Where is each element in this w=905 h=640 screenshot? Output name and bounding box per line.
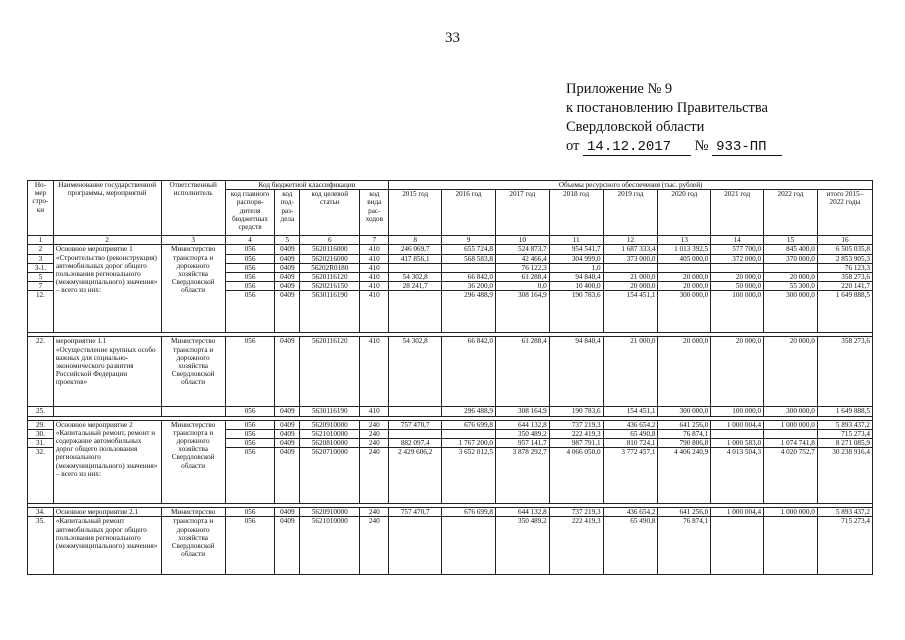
cell-value: 436 654,2 bbox=[603, 508, 658, 517]
cell-value: 1 000 000,0 bbox=[764, 420, 818, 429]
cell-value: 1 000 004,4 bbox=[711, 420, 764, 429]
appendix-region: Свердловской области bbox=[566, 119, 705, 135]
resource-table bbox=[27, 180, 873, 575]
row-executor: Министерство bbox=[161, 508, 225, 517]
row-executor: Министерство транспорта и дорожного хозяйства Свердловской области bbox=[161, 245, 225, 333]
cell-value: 410 bbox=[360, 254, 389, 263]
cell-value: 0409 bbox=[275, 254, 300, 263]
cell-value: 790 806,8 bbox=[658, 439, 711, 448]
cell-value: 641 256,0 bbox=[658, 508, 711, 517]
cell-value: 676 699,8 bbox=[442, 508, 496, 517]
cell-value: 1 649 888,5 bbox=[817, 407, 872, 416]
cell-value: 410 bbox=[360, 337, 389, 407]
cell-value: 20 000,0 bbox=[658, 282, 711, 291]
cell-value: 1,0 bbox=[549, 263, 603, 272]
cell-value: 2 429 606,2 bbox=[389, 448, 442, 504]
cell-value: 54 302,8 bbox=[389, 337, 442, 407]
cell-value: 296 488,9 bbox=[442, 291, 496, 333]
cell-value: 5621010000 bbox=[300, 517, 360, 575]
cell-value: 6 505 035,8 bbox=[817, 245, 872, 254]
row-name: мероприятие 1.1 «Осуществление крупных особо важных для социально-экономического развития Российской Федерации проектов» bbox=[53, 337, 161, 407]
header-total: итого 2015–2022 годы bbox=[817, 190, 872, 236]
cell-value: 308 164,9 bbox=[495, 291, 549, 333]
row-number: 25. bbox=[28, 407, 54, 416]
cell-value: 240 bbox=[360, 429, 389, 438]
row-number: 3 bbox=[28, 254, 54, 263]
cell-value: 0409 bbox=[275, 517, 300, 575]
cell-value: 5630116190 bbox=[300, 407, 360, 416]
cell-value: 300 000,0 bbox=[764, 407, 818, 416]
row-name: Основное мероприятие 2.1 bbox=[53, 508, 161, 517]
cell-value: 5620116000 bbox=[300, 245, 360, 254]
header-budget-code: Код бюджетной классификации bbox=[225, 181, 389, 190]
col-number: 11 bbox=[549, 236, 603, 245]
cell-value: 524 873,7 bbox=[495, 245, 549, 254]
row-number: 29. bbox=[28, 420, 54, 429]
col-number: 12 bbox=[603, 236, 658, 245]
cell-value: 417 856,1 bbox=[389, 254, 442, 263]
col-number: 9 bbox=[442, 236, 496, 245]
cell-value: 222 419,3 bbox=[549, 429, 603, 438]
cell-value: 056 bbox=[225, 429, 275, 438]
cell-value: 21 000,0 bbox=[603, 273, 658, 282]
cell-value: 154 451,1 bbox=[603, 291, 658, 333]
cell-value: 1 000 004,4 bbox=[711, 508, 764, 517]
cell-value: 0409 bbox=[275, 429, 300, 438]
cell-value: 056 bbox=[225, 337, 275, 407]
header-num: Но-мер стро-ки bbox=[28, 181, 54, 236]
col-number: 15 bbox=[764, 236, 818, 245]
cell-value: 0409 bbox=[275, 245, 300, 254]
cell-value bbox=[442, 517, 496, 575]
cell-value: 222 419,3 bbox=[549, 517, 603, 575]
row-number: 34. bbox=[28, 508, 54, 517]
cell-value: 0409 bbox=[275, 448, 300, 504]
cell-value: 5620116120 bbox=[300, 273, 360, 282]
cell-value: 0409 bbox=[275, 263, 300, 272]
cell-value bbox=[442, 263, 496, 272]
cell-value: 42 466,4 bbox=[495, 254, 549, 263]
cell-value: 300 000,0 bbox=[658, 407, 711, 416]
cell-value: 5620710000 bbox=[300, 448, 360, 504]
header-2021: 2021 год bbox=[711, 190, 764, 236]
cell-value: 358 273,6 bbox=[817, 273, 872, 282]
cell-value: 94 840,4 bbox=[549, 273, 603, 282]
cell-value: 0409 bbox=[275, 273, 300, 282]
date-prefix: от bbox=[566, 138, 580, 154]
cell-value: 66 842,0 bbox=[442, 337, 496, 407]
cell-value bbox=[658, 263, 711, 272]
col-number: 7 bbox=[360, 236, 389, 245]
cell-value bbox=[442, 429, 496, 438]
row-number: 31. bbox=[28, 439, 54, 448]
col-number: 10 bbox=[495, 236, 549, 245]
table-row bbox=[28, 245, 873, 254]
col-number: 5 bbox=[275, 236, 300, 245]
cell-value: 0409 bbox=[275, 508, 300, 517]
cell-value: 30 238 916,4 bbox=[817, 448, 872, 504]
cell-value bbox=[764, 429, 818, 438]
column-number-row bbox=[28, 236, 873, 245]
cell-value: 056 bbox=[225, 448, 275, 504]
row-number: 2 bbox=[28, 245, 54, 254]
cell-value: 240 bbox=[360, 439, 389, 448]
cell-value: 20 000,0 bbox=[711, 337, 764, 407]
cell-value: 1 767 200,0 bbox=[442, 439, 496, 448]
row-number: 32. bbox=[28, 448, 54, 504]
cell-value bbox=[389, 407, 442, 416]
cell-value: 410 bbox=[360, 263, 389, 272]
header-code-gr: код главного распоря-дителя бюджетных средств bbox=[225, 190, 275, 236]
cell-value: 810 724,1 bbox=[603, 439, 658, 448]
cell-value: 1 649 888,5 bbox=[817, 291, 872, 333]
col-number: 13 bbox=[658, 236, 711, 245]
page-number: 33 bbox=[445, 30, 460, 46]
cell-value: 845 400,0 bbox=[764, 245, 818, 254]
table-row bbox=[28, 337, 873, 407]
cell-value: 410 bbox=[360, 245, 389, 254]
header-code-sub: код под-раз-дела bbox=[275, 190, 300, 236]
header-2015: 2015 год bbox=[389, 190, 442, 236]
cell-value bbox=[603, 263, 658, 272]
cell-value: 056 bbox=[225, 263, 275, 272]
cell-value bbox=[389, 291, 442, 333]
cell-value bbox=[389, 429, 442, 438]
col-number: 14 bbox=[711, 236, 764, 245]
cell-value: 373 000,0 bbox=[603, 254, 658, 263]
row-executor: Министерство транспорта и дорожного хозяйства Свердловской области bbox=[161, 420, 225, 504]
cell-value: 757 470,7 bbox=[389, 508, 442, 517]
header-code-target: код целевой статьи bbox=[300, 190, 360, 236]
header-2019: 2019 год bbox=[603, 190, 658, 236]
cell-value: 65 490,8 bbox=[603, 429, 658, 438]
row-number: 12. bbox=[28, 291, 54, 333]
cell-value: 8 271 085,9 bbox=[817, 439, 872, 448]
cell-value: 5620910000 bbox=[300, 420, 360, 429]
cell-value: 1 687 333,4 bbox=[603, 245, 658, 254]
header-row bbox=[28, 181, 873, 190]
cell-value: 5620810000 bbox=[300, 439, 360, 448]
table-row bbox=[28, 517, 873, 575]
cell-value: 5 893 437,2 bbox=[817, 508, 872, 517]
header-2017: 2017 год bbox=[495, 190, 549, 236]
cell-value bbox=[711, 429, 764, 438]
cell-value: 370 000,0 bbox=[764, 254, 818, 263]
cell-value: 61 288,4 bbox=[495, 273, 549, 282]
row-name: Основное мероприятие 1 «Строительство (реконструкция) автомобильных дорог общего пользования регионального (межмуниципального) значения» – всего из них: bbox=[53, 245, 161, 333]
cell-value: 5630116190 bbox=[300, 291, 360, 333]
cell-value: 056 bbox=[225, 517, 275, 575]
cell-value: 3 878 292,7 bbox=[495, 448, 549, 504]
header-volumes: Объемы ресурсного обеспечения (тыс. рублей) bbox=[389, 181, 873, 190]
cell-value: 94 840,4 bbox=[549, 337, 603, 407]
cell-value: 641 256,0 bbox=[658, 420, 711, 429]
cell-value: 190 783,6 bbox=[549, 407, 603, 416]
cell-value: 54 302,8 bbox=[389, 273, 442, 282]
cell-value: 0409 bbox=[275, 439, 300, 448]
appendix-header bbox=[566, 80, 896, 156]
cell-value: 957 141,7 bbox=[495, 439, 549, 448]
decree-number: 933-ПП bbox=[712, 140, 782, 156]
cell-value: 676 699,8 bbox=[442, 420, 496, 429]
col-number: 1 bbox=[28, 236, 54, 245]
cell-value: 240 bbox=[360, 448, 389, 504]
col-number: 6 bbox=[300, 236, 360, 245]
cell-value bbox=[711, 517, 764, 575]
cell-value: 715 273,4 bbox=[817, 517, 872, 575]
cell-value: 056 bbox=[225, 254, 275, 263]
appendix-date-line bbox=[566, 137, 896, 156]
row-executor: Министерство транспорта и дорожного хозяйства Свердловской области bbox=[161, 337, 225, 407]
cell-value: 5620116120 bbox=[300, 337, 360, 407]
cell-value: 568 583,8 bbox=[442, 254, 496, 263]
cell-value: 4 406 240,9 bbox=[658, 448, 711, 504]
cell-value: 737 219,3 bbox=[549, 508, 603, 517]
table-row bbox=[28, 420, 873, 429]
col-number: 2 bbox=[53, 236, 161, 245]
cell-value: 644 132,8 bbox=[495, 508, 549, 517]
cell-value: 66 842,0 bbox=[442, 273, 496, 282]
row-executor: транспорта и дорожного хозяйства Свердловской области bbox=[161, 517, 225, 575]
cell-value bbox=[711, 263, 764, 272]
cell-value bbox=[389, 517, 442, 575]
cell-value: 5 893 437,2 bbox=[817, 420, 872, 429]
cell-value: 056 bbox=[225, 407, 275, 416]
cell-value: 056 bbox=[225, 282, 275, 291]
header-2020: 2020 год bbox=[658, 190, 711, 236]
header-2022: 2022 год bbox=[764, 190, 818, 236]
cell-value: 0409 bbox=[275, 282, 300, 291]
appendix-subtitle: к постановлению Правительства bbox=[566, 100, 768, 116]
cell-value: 577 700,0 bbox=[711, 245, 764, 254]
cell-value: 644 132,8 bbox=[495, 420, 549, 429]
cell-value: 20 000,0 bbox=[658, 337, 711, 407]
cell-value: 737 219,3 bbox=[549, 420, 603, 429]
cell-value: 100 000,0 bbox=[711, 291, 764, 333]
cell-value: 20 000,0 bbox=[658, 273, 711, 282]
cell-value: 28 241,7 bbox=[389, 282, 442, 291]
cell-value: 1 000 583,0 bbox=[711, 439, 764, 448]
cell-value: 1 074 741,8 bbox=[764, 439, 818, 448]
cell-value: 0409 bbox=[275, 291, 300, 333]
cell-value: 056 bbox=[225, 291, 275, 333]
cell-value: 1 013 392,5 bbox=[658, 245, 711, 254]
cell-value: 2 853 905,3 bbox=[817, 254, 872, 263]
cell-value: 36 200,0 bbox=[442, 282, 496, 291]
cell-value: 0409 bbox=[275, 407, 300, 416]
col-number: 16 bbox=[817, 236, 872, 245]
cell-value: 76 874,1 bbox=[658, 517, 711, 575]
cell-value: 154 451,1 bbox=[603, 407, 658, 416]
cell-value: 220 141,7 bbox=[817, 282, 872, 291]
cell-value: 246 069,7 bbox=[389, 245, 442, 254]
row-number: 5 bbox=[28, 273, 54, 282]
header-2018: 2018 год bbox=[549, 190, 603, 236]
cell-value: 190 783,6 bbox=[549, 291, 603, 333]
cell-value: 300 000,0 bbox=[764, 291, 818, 333]
cell-value: 987 791,1 bbox=[549, 439, 603, 448]
cell-value: 056 bbox=[225, 439, 275, 448]
cell-value: 715 273,4 bbox=[817, 429, 872, 438]
cell-value: 304 999,0 bbox=[549, 254, 603, 263]
row-name bbox=[53, 407, 161, 416]
cell-value: 1 000 000,0 bbox=[764, 508, 818, 517]
row-number: 30. bbox=[28, 429, 54, 438]
cell-value: 0409 bbox=[275, 420, 300, 429]
row-number: 7 bbox=[28, 282, 54, 291]
cell-value: 5621010000 bbox=[300, 429, 360, 438]
table-row bbox=[28, 508, 873, 517]
cell-value: 50 000,0 bbox=[711, 282, 764, 291]
col-number: 4 bbox=[225, 236, 275, 245]
header-code-exp: код вида рас-ходов bbox=[360, 190, 389, 236]
cell-value: 76 874,1 bbox=[658, 429, 711, 438]
cell-value bbox=[764, 517, 818, 575]
cell-value: 65 490,8 bbox=[603, 517, 658, 575]
row-executor bbox=[161, 407, 225, 416]
cell-value: 4 066 050,0 bbox=[549, 448, 603, 504]
cell-value: 4 020 752,7 bbox=[764, 448, 818, 504]
cell-value: 20 000,0 bbox=[764, 337, 818, 407]
cell-value: 296 488,9 bbox=[442, 407, 496, 416]
cell-value: 21 000,0 bbox=[603, 337, 658, 407]
cell-value: 55 300,0 bbox=[764, 282, 818, 291]
cell-value: 350 489,2 bbox=[495, 517, 549, 575]
cell-value: 0409 bbox=[275, 337, 300, 407]
cell-value: 240 bbox=[360, 508, 389, 517]
cell-value: 20 000,0 bbox=[603, 282, 658, 291]
cell-value: 240 bbox=[360, 517, 389, 575]
cell-value: 4 013 504,3 bbox=[711, 448, 764, 504]
cell-value: 358 273,6 bbox=[817, 337, 872, 407]
cell-value: 3 772 457,1 bbox=[603, 448, 658, 504]
cell-value: 76 122,3 bbox=[495, 263, 549, 272]
row-name: «Капитальный ремонт автомобильных дорог общего пользования регионального (межмуниципального) значения» bbox=[53, 517, 161, 575]
header-name: Наименование государственной программы, мероприятий bbox=[53, 181, 161, 236]
cell-value bbox=[764, 263, 818, 272]
header-executor: Ответственный исполнитель bbox=[161, 181, 225, 236]
cell-value: 410 bbox=[360, 291, 389, 333]
header-2016: 2016 год bbox=[442, 190, 496, 236]
cell-value: 308 164,9 bbox=[495, 407, 549, 416]
cell-value: 5620216150 bbox=[300, 282, 360, 291]
cell-value: 76 123,3 bbox=[817, 263, 872, 272]
cell-value: 100 000,0 bbox=[711, 407, 764, 416]
cell-value: 20 000,0 bbox=[764, 273, 818, 282]
cell-value: 410 bbox=[360, 282, 389, 291]
cell-value: 056 bbox=[225, 273, 275, 282]
cell-value: 240 bbox=[360, 420, 389, 429]
number-prefix: № bbox=[694, 138, 709, 154]
table-row bbox=[28, 407, 873, 416]
cell-value: 350 489,2 bbox=[495, 429, 549, 438]
cell-value: 405 000,0 bbox=[658, 254, 711, 263]
cell-value: 436 654,2 bbox=[603, 420, 658, 429]
row-number: 22. bbox=[28, 337, 54, 407]
cell-value bbox=[389, 263, 442, 272]
cell-value: 655 724,8 bbox=[442, 245, 496, 254]
cell-value: 056 bbox=[225, 420, 275, 429]
cell-value: 056 bbox=[225, 245, 275, 254]
row-name: Основное мероприятие 2 «Капитальный ремонт, ремонт и содержание автомобильных дорог общего пользования регионального (межмуниципального) значения» – всего из них: bbox=[53, 420, 161, 504]
cell-value: 10 400,0 bbox=[549, 282, 603, 291]
decree-date: 14.12.2017 bbox=[583, 140, 691, 156]
col-number: 3 bbox=[161, 236, 225, 245]
cell-value: 5620216000 bbox=[300, 254, 360, 263]
cell-value: 3 652 012,5 bbox=[442, 448, 496, 504]
cell-value: 882 097,4 bbox=[389, 439, 442, 448]
cell-value: 056 bbox=[225, 508, 275, 517]
cell-value: 56202R0180 bbox=[300, 263, 360, 272]
cell-value: 410 bbox=[360, 273, 389, 282]
appendix-title: Приложение № 9 bbox=[566, 81, 673, 97]
cell-value: 410 bbox=[360, 407, 389, 416]
cell-value: 757 470,7 bbox=[389, 420, 442, 429]
cell-value: 300 000,0 bbox=[658, 291, 711, 333]
cell-value: 954 541,7 bbox=[549, 245, 603, 254]
cell-value: 5620910000 bbox=[300, 508, 360, 517]
cell-value: 0,0 bbox=[495, 282, 549, 291]
row-number: 3-1. bbox=[28, 263, 54, 272]
row-number: 35. bbox=[28, 517, 54, 575]
cell-value: 61 288,4 bbox=[495, 337, 549, 407]
col-number: 8 bbox=[389, 236, 442, 245]
cell-value: 20 000,0 bbox=[711, 273, 764, 282]
cell-value: 372 000,0 bbox=[711, 254, 764, 263]
